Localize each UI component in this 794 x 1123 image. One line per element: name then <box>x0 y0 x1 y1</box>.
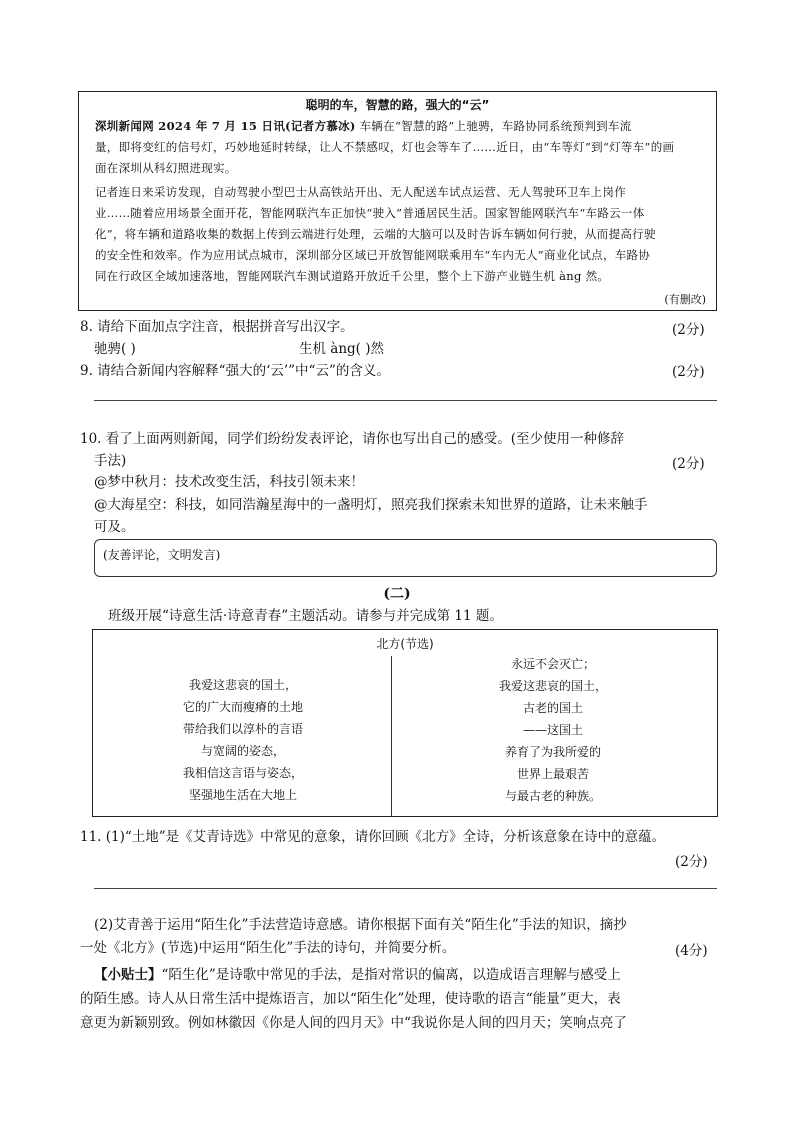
question-8-points: (2分) <box>672 322 705 338</box>
source-note: (有删改) <box>664 293 706 306</box>
poem-line: 它的广大而瘦瘠的土地 <box>182 700 303 714</box>
tip-line3: 意更为新颖别致。例如林徽因《你是人间的四月天》中“我说你是人间的四月天；笑响点亮了 <box>80 1015 627 1031</box>
question-11-part2-line2: 一处《北方》(节选)中运用“陌生化”手法的诗句，并简要分析。 <box>80 940 456 956</box>
poem-title: 北方(节选) <box>376 637 434 651</box>
tip-line1: 【小贴士】“陌生化”是诗歌中常见的手法，是指对常识的偏离，以造成语言理解与感受上 <box>94 967 621 983</box>
news-dateline: 深圳新闻网 2024 年 7 月 15 日讯(记者方慕冰) <box>95 119 356 133</box>
q8-item-chicheng: 驰骋( ) <box>94 341 136 357</box>
comment-answer-box[interactable] <box>94 539 717 577</box>
poem-line: 我爱这悲哀的国土， <box>188 678 297 692</box>
question-9: 9. 请结合新闻内容解释“强大的‘云’”中“云”的含义。 <box>80 363 390 379</box>
comment-2-line1: @大海星空：科技，如同浩瀚星海中的一盏明灯，照亮我们探索未知世界的道路，让未来触手 <box>94 497 648 513</box>
comment-1: @梦中秋月：技术改变生活，科技引领未来！ <box>94 474 364 490</box>
answer-line-q9[interactable] <box>94 400 717 401</box>
tip-line2: 的陌生感。诗人从日常生活中提炼语言，加以“陌生化”处理，使诗歌的语言“能量”更大，表 <box>80 991 621 1007</box>
poem-line: 坚强地生活在大地上 <box>188 788 297 802</box>
section-heading: (二) <box>383 586 411 602</box>
poem-line: 我爱这悲哀的国土， <box>498 679 607 693</box>
question-9-points: (2分) <box>672 364 705 380</box>
q8-item-angran: 生机 àng( )然 <box>299 341 385 357</box>
question-11-part2-line1: (2)艾青善于运用“陌生化”手法营造诗意感。请你根据下面有关“陌生化”手法的知识，摘抄 <box>94 917 627 933</box>
news-paragraph-1: 深圳新闻网 2024 年 7 月 15 日讯(记者方慕冰) 车辆在“智慧的路”上驰骋，车路协同系统预判到车流 量，即将变红的信号灯，巧妙地延时转绿，让人不禁感叹，灯也会等车了……近日，由“车等灯”到“灯等车”的画 面在深圳从科幻照进现实。 <box>95 119 675 175</box>
poem-line: 养育了为我所爱的 <box>504 745 601 759</box>
poem-line: 世界上最艰苦 <box>516 767 589 781</box>
news-paragraph-2: 记者连日来采访发现，自动驾驶小型巴士从高铁站开出、无人配送车试点运营、无人驾驶环卫车上岗作 业……随着应用场景全面开花，智能网联汽车正加快“驶入”普通居民生活。国家智能网联汽车“车路云一体 化”，将车辆和道路收集的数据上传到云端进行处理，云端的大脑可以及时告诉车辆如何行驶，从而提高行驶 的安全性和效率。作为应用试点城市，深圳部分区域已开放智能网联乘用车“车内无人”商业化试点，车路协 同在行政区全域加速落地，智能网联汽车测试道路开放近千公里，整个上下游产业链生机 àng 然。 <box>95 185 656 283</box>
comment-2-line2: 可及。 <box>94 519 135 535</box>
comment-box-hint: (友善评论，文明发言) <box>103 548 221 562</box>
poem-line: 我相信这言语与姿态， <box>182 766 303 780</box>
poem-right-column <box>413 653 693 807</box>
news-article-box <box>78 91 717 311</box>
poem-line: 古老的国土 <box>522 701 583 715</box>
poem-line: 带给我们以淳朴的言语 <box>182 722 303 736</box>
poem-box <box>92 629 718 817</box>
news-title: 聪明的车，智慧的路，强大的“云” <box>305 98 490 112</box>
question-11-part1-points: (2分) <box>675 854 708 870</box>
question-8: 8. 请给下面加点字注音，根据拼音写出汉字。 <box>80 319 354 335</box>
answer-line-q11-1[interactable] <box>94 888 717 889</box>
section-intro: 班级开展“诗意生活·诗意青春”主题活动。请参与并完成第 11 题。 <box>108 608 503 624</box>
question-11-part2-points: (4分) <box>675 943 708 959</box>
poem-line: 与最古老的种族。 <box>504 789 601 803</box>
question-10-line2: 手法) <box>94 453 127 469</box>
question-10-points: (2分) <box>672 456 705 472</box>
poem-line: ——这国土 <box>522 723 583 737</box>
question-11-part1: 11. (1)“土地”是《艾青诗选》中常见的意象，请你回顾《北方》全诗，分析该意象在诗中的意蕴。 <box>80 829 666 845</box>
poem-line: 与宽阔的姿态， <box>200 744 285 758</box>
poem-column-divider <box>391 656 392 816</box>
tip-label: 【小贴士】 <box>94 967 162 983</box>
question-10-line1: 10. 看了上面两则新闻，同学们纷纷发表评论，请你也写出自己的感受。(至少使用一种修辞 <box>80 431 625 447</box>
poem-line: 永远不会灭亡； <box>510 657 595 671</box>
poem-left-column <box>113 674 373 806</box>
